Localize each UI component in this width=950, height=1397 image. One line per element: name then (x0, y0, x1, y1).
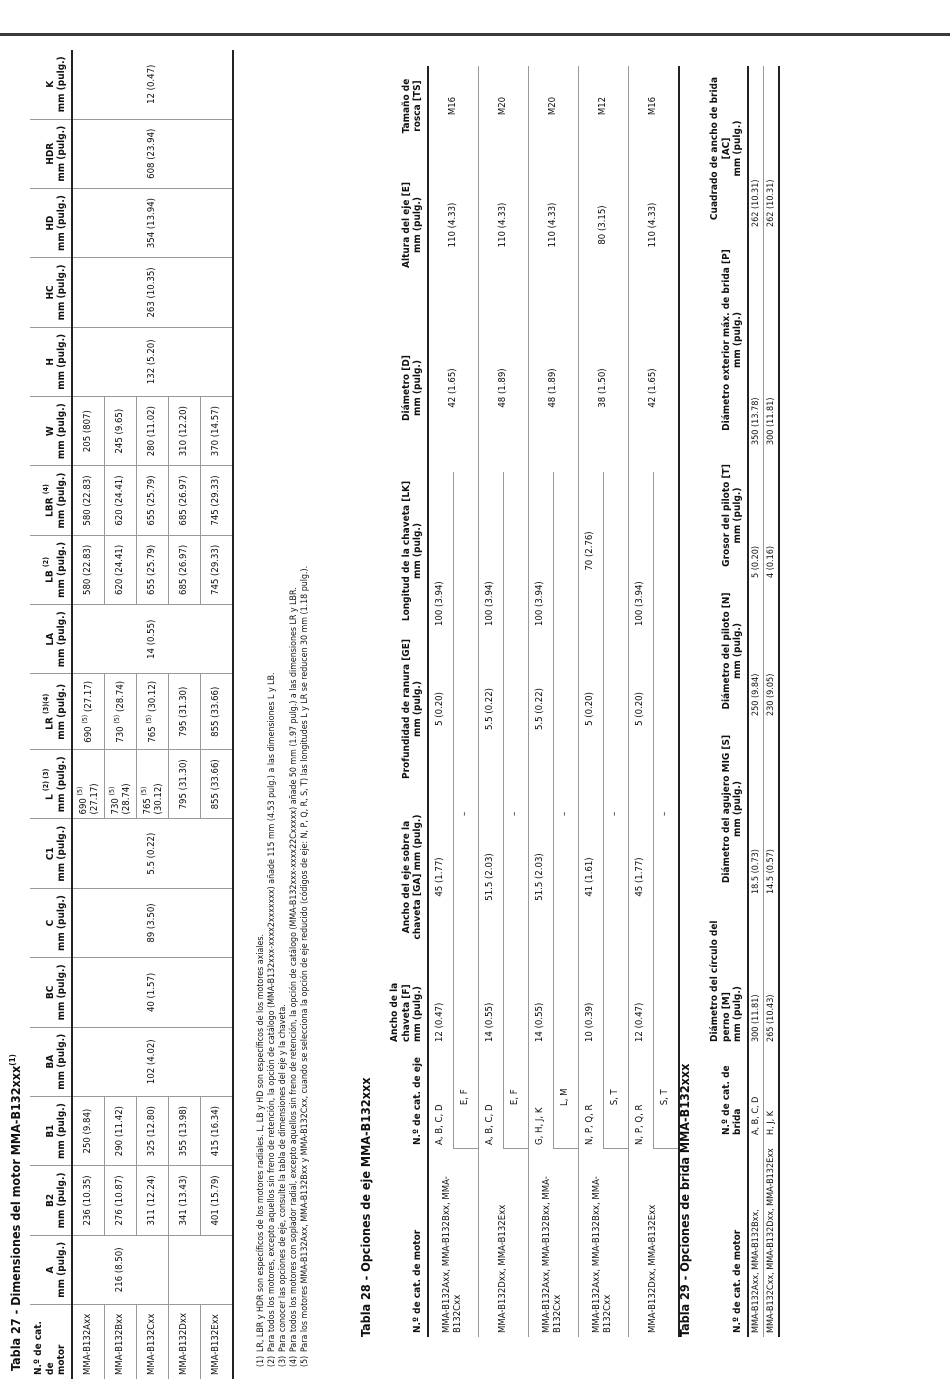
t27-cell-cat: MMA-B132Bxx (104, 1305, 136, 1380)
t27-cell-cat: MMA-B132Axx (72, 1305, 105, 1380)
t28-cell-lk: 100 (3.94) (528, 472, 553, 630)
t28-cell-ts: M20 (528, 66, 578, 146)
t28-cell-d: 38 (1.50) (578, 304, 628, 472)
t29-cell-t: 5 (0.20) (748, 449, 764, 582)
t27-cell-lb: 655 (25.79) (136, 535, 168, 604)
t28-cell-motor: MMA-B132Axx, MMA-B132Bxx, MMA-B132Cxx (578, 1149, 628, 1337)
t28-cell-ga: 45 (1.77) (628, 788, 653, 966)
t28-cell-f: 12 (0.47) (628, 966, 653, 1046)
t27-col-bc: BC mm (pulg.) (30, 958, 72, 1027)
table-28-header-row (386, 66, 428, 1337)
footnote: (4)Para todos los motores con soplador radial, excepto aquellos sin freno de retención, la opción de catálogo (MMA-B132xxx-xxxx22Cxxxxx) añade 50 mm (1.97 pulg.) a las dimensiones LR y LBR. (288, 587, 299, 1367)
t29-cell-p: 300 (11.81) (763, 231, 779, 449)
t28-col-shaft: N.º de cat. de eje (386, 1046, 428, 1149)
t27-col-h: H mm (pulg.) (30, 327, 72, 396)
table-27-footnotes (256, 566, 311, 1367)
t27-cell-b1: 290 (11.42) (104, 1096, 136, 1165)
t28-cell-dash: – (503, 472, 528, 1046)
t27-col-b2: B2 mm (pulg.) (30, 1166, 72, 1235)
table-29-header-row (706, 66, 748, 1337)
t28-cell-d: 42 (1.65) (628, 304, 679, 472)
table-row (72, 50, 105, 1379)
t27-cell-w: 370 (14.57) (200, 396, 233, 465)
t27-col-c: C mm (pulg.) (30, 888, 72, 957)
t28-cell-shaft: N, P, Q, R (628, 1046, 653, 1149)
t27-cell-b2: 311 (12.24) (136, 1166, 168, 1235)
table-27-caption-footnote-ref: (1) (8, 1054, 17, 1066)
t27-cell-k: 12 (0.47) (72, 50, 233, 119)
t27-cell-lbr: 745 (29.33) (200, 466, 233, 535)
t28-cell-e: 110 (4.33) (428, 146, 479, 304)
t29-cell-m: 300 (11.81) (748, 898, 764, 1046)
t29-cell-s: 14.5 (0.57) (763, 720, 779, 898)
table-row (478, 66, 503, 1337)
t27-cell-a: 216 (8.50) (72, 1235, 169, 1304)
t28-cell-dash: – (553, 472, 578, 1046)
t27-cell-lr: 765 $^{(5)}$ (30.12) (136, 674, 168, 750)
t29-col-m: Diámetro del círculo del perno [M] mm (pulg.) (706, 898, 748, 1046)
t27-cell-c1: 5.5 (0.22) (72, 819, 233, 888)
t28-cell-ge: 5.5 (0.22) (528, 630, 553, 788)
t27-cell-lr: 690 $^{(5)}$ (27.17) (72, 674, 105, 750)
t27-cell-l: 730 $^{(5)}$ (28.74) (104, 750, 136, 819)
t27-cell-cat: MMA-B132Exx (200, 1305, 233, 1380)
footnote: (1)LR, LBR y HDR son específicos de los motores radiales. L, LB y HD son específicos de los motores axiales. (256, 933, 266, 1367)
t28-cell-shaft: E, F (503, 1046, 528, 1149)
t27-cell-lb: 620 (24.41) (104, 535, 136, 604)
t27-col-l: L $^{(2) (3)}$ mm (pulg.) (30, 750, 72, 819)
footnote: (5)Para los motores MMA-B132Axx, MMA-B132Bxx y MMA-B132Cxx, cuando se selecciona la opción de eje reducido (códigos de eje: N, P, Q, R, S, T) las longitudes L y LR se reducen 30 mm (1.18 pulg.). (299, 565, 310, 1367)
t27-cell-b2: 276 (10.87) (104, 1166, 136, 1235)
t27-col-la: LA mm (pulg.) (30, 605, 72, 674)
t28-col-lk: Longitud de la chaveta [LK] mm (pulg.) (386, 472, 428, 630)
t27-col-a: A mm (pulg.) (30, 1235, 72, 1304)
t28-cell-lk: 100 (3.94) (628, 472, 653, 630)
t27-cell-bc: 40 (1.57) (72, 958, 233, 1027)
table-27-caption (8, 1054, 23, 1371)
t28-cell-e: 110 (4.33) (478, 146, 528, 304)
t29-cell-ac: 262 (10.31) (763, 66, 779, 231)
t28-cell-shaft: E, F (453, 1046, 478, 1149)
t28-cell-shaft: S, T (653, 1046, 679, 1149)
t28-cell-f: 14 (0.55) (528, 966, 553, 1046)
t28-cell-e: 80 (3.15) (578, 146, 628, 304)
t29-cell-flange: A, B, C, D (748, 1046, 764, 1139)
t28-col-ts: Tamaño de rosca [TS] (386, 66, 428, 146)
t28-cell-motor: MMA-B132Axx, MMA-B132Bxx, MMA-B132Cxx (428, 1149, 479, 1337)
t28-cell-shaft: N, P, Q, R (578, 1046, 603, 1149)
t29-cell-p: 350 (13.78) (748, 231, 764, 449)
t27-cell-la: 14 (0.55) (72, 605, 233, 674)
t28-cell-ge: 5 (0.20) (628, 630, 653, 788)
t27-col-lr: LR $^{(3)(4)}$ mm (pulg.) (30, 674, 72, 750)
t27-cell-w: 205 (807) (72, 396, 105, 465)
t27-col-cat: N.º de cat. de motor (30, 1305, 72, 1380)
t27-cell-w: 310 (12.20) (168, 396, 200, 465)
t27-cell-b1: 250 (9.84) (72, 1096, 105, 1165)
t27-cell-ba: 102 (4.02) (72, 1027, 233, 1096)
table-row (763, 66, 779, 1337)
t29-cell-s: 18.5 (0.73) (748, 720, 764, 898)
t28-col-d: Diámetro [D] mm (pulg.) (386, 304, 428, 472)
t27-cell-hd: 354 (13.94) (72, 188, 233, 257)
t27-cell-lbr: 685 (26.97) (168, 466, 200, 535)
t27-col-hdr: HDR mm (pulg.) (30, 119, 72, 188)
t27-cell-lbr: 580 (22.83) (72, 466, 105, 535)
t27-cell-w: 280 (11.02) (136, 396, 168, 465)
t27-cell-b2: 401 (15.79) (200, 1166, 233, 1235)
t27-cell-w: 245 (9.65) (104, 396, 136, 465)
t27-cell-l: 690 $^{(5)}$ (27.17) (72, 750, 105, 819)
table-row (428, 66, 454, 1337)
t28-cell-shaft: G, H, J, K (528, 1046, 553, 1149)
t27-cell-lbr: 655 (25.79) (136, 466, 168, 535)
t27-cell-l: 765 $^{(5)}$ (30.12) (136, 750, 168, 819)
t28-cell-lk: 100 (3.94) (478, 472, 503, 630)
t29-cell-n: 230 (9.05) (763, 582, 779, 720)
t28-cell-ts: M16 (628, 66, 679, 146)
t28-cell-d: 42 (1.65) (428, 304, 479, 472)
table-27-title: Tabla 27 - Dimensiones del motor MMA-B132xxx (8, 1065, 24, 1371)
t27-cell-lr: 855 (33.66) (200, 674, 233, 750)
t28-cell-ts: M12 (578, 66, 628, 146)
t27-cell-b1: 355 (13.98) (168, 1096, 200, 1165)
t29-col-motor: N.º de cat. de motor (706, 1139, 748, 1337)
t29-cell-n: 250 (9.84) (748, 582, 764, 720)
t27-cell-b2: 236 (10.35) (72, 1166, 105, 1235)
t27-cell-c: 89 (3.50) (72, 888, 233, 957)
t27-cell-cat: MMA-B132Dxx (168, 1305, 200, 1380)
t28-cell-d: 48 (1.89) (478, 304, 528, 472)
t28-cell-ge: 5 (0.20) (578, 630, 603, 788)
t29-cell-ac: 262 (10.31) (748, 66, 764, 231)
t29-col-p: Diámetro exterior máx. de brida [P] mm (pulg.) (706, 231, 748, 449)
t27-cell-lb: 685 (26.97) (168, 535, 200, 604)
table-row (748, 66, 764, 1337)
table-row (578, 66, 603, 1337)
t27-cell-hc: 263 (10.35) (72, 258, 233, 327)
t28-cell-shaft: A, B, C, D (478, 1046, 503, 1149)
t28-col-f: Ancho de la chaveta [F] mm (pulg.) (386, 966, 428, 1046)
t27-col-c1: C1 mm (pulg.) (30, 819, 72, 888)
t29-cell-t: 4 (0.16) (763, 449, 779, 582)
t28-cell-shaft: L, M (553, 1046, 578, 1149)
t28-cell-motor: MMA-B132Axx, MMA-B132Bxx, MMA-B132Cxx (528, 1149, 578, 1337)
t28-cell-e: 110 (4.33) (528, 146, 578, 304)
t27-cell-lbr: 620 (24.41) (104, 466, 136, 535)
t27-cell-a-empty (168, 1235, 233, 1304)
table-27-wrap (30, 50, 234, 1379)
t28-cell-lk: 100 (3.94) (428, 472, 454, 630)
t28-cell-ga: 51.5 (2.03) (528, 788, 553, 966)
t28-cell-shaft: S, T (603, 1046, 628, 1149)
footnote: (2)Para todos los motores, excepto aquellos sin freno de retención, la opción de catálogo (MMA-B132xxx-xxxx2xxxxxxx) añade 115 mm (4.53 pulg.) a las dimensiones L y LB. (266, 672, 277, 1367)
t28-cell-shaft: A, B, C, D (428, 1046, 454, 1149)
t28-cell-motor: MMA-B132Dxx, MMA-B132Exx (628, 1149, 679, 1337)
t27-cell-lr: 730 $^{(5)}$ (28.74) (104, 674, 136, 750)
table-29 (706, 66, 780, 1337)
t27-cell-hdr: 608 (23.94) (72, 119, 233, 188)
t27-cell-l: 855 (33.66) (200, 750, 233, 819)
t28-cell-f: 14 (0.55) (478, 966, 503, 1046)
t28-cell-dash: – (603, 472, 628, 1046)
t27-col-hd: HD mm (pulg.) (30, 188, 72, 257)
t27-cell-cat: MMA-B132Cxx (136, 1305, 168, 1380)
t27-col-lb: LB $^{(2)}$ mm (pulg.) (30, 535, 72, 604)
t28-cell-ge: 5.5 (0.22) (478, 630, 503, 788)
t28-col-ga: Ancho del eje sobre la chaveta [GA] mm (pulg.) (386, 788, 428, 966)
t28-cell-ge: 5 (0.20) (428, 630, 454, 788)
table-29-wrap (706, 66, 780, 1337)
t27-cell-l: 795 (31.30) (168, 750, 200, 819)
t28-cell-e: 110 (4.33) (628, 146, 679, 304)
t27-col-ba: BA mm (pulg.) (30, 1027, 72, 1096)
table-28-caption: Tabla 28 - Opciones de eje MMA-B132xxx (358, 1077, 373, 1337)
t27-col-hc: HC mm (pulg.) (30, 258, 72, 327)
t28-cell-f: 10 (0.39) (578, 966, 603, 1046)
t28-col-motor: N.º de cat. de motor (386, 1149, 428, 1337)
t29-col-t: Grosor del piloto [T] mm (pulg.) (706, 449, 748, 582)
t27-cell-b1: 415 (16.34) (200, 1096, 233, 1165)
table-29-caption: Tabla 29 - Opciones de brida MMA-B132xxx (677, 1063, 692, 1337)
t27-col-lbr: LBR $^{(4)}$ mm (pulg.) (30, 466, 72, 535)
t28-cell-ts: M20 (478, 66, 528, 146)
t29-cell-motor: MMA-B132Cxx, MMA-B132Dxx, MMA-B132Exx (763, 1139, 779, 1337)
t29-cell-flange: H, J, K (763, 1046, 779, 1139)
t27-cell-lr: 795 (31.30) (168, 674, 200, 750)
t29-col-s: Diámetro del agujero MIG [S] mm (pulg.) (706, 720, 748, 898)
t29-col-n: Diámetro del piloto [N] mm (pulg.) (706, 582, 748, 720)
t27-cell-b2: 341 (13.43) (168, 1166, 200, 1235)
footnote: (3)Para conocer las opciones de eje, consulte la tabla de dimensiones del eje y la chaveta. (277, 1004, 288, 1367)
table-row (628, 66, 653, 1337)
t29-cell-motor: MMA-B132Axx, MMA-B132Bxx, (748, 1139, 764, 1337)
t27-cell-lb: 580 (22.83) (72, 535, 105, 604)
t27-col-w: W mm (pulg.) (30, 396, 72, 465)
t27-cell-b1: 325 (12.80) (136, 1096, 168, 1165)
t28-cell-dash: – (653, 472, 679, 1046)
t28-col-ge: Profundidad de ranura [GE] mm (pulg.) (386, 630, 428, 788)
table-row (528, 66, 553, 1337)
table-27 (30, 50, 234, 1379)
t28-cell-ts: M16 (428, 66, 479, 146)
t28-cell-motor: MMA-B132Dxx, MMA-B132Exx (478, 1149, 528, 1337)
t27-cell-lb: 745 (29.33) (200, 535, 233, 604)
t29-col-flange: N.º de cat. de brida (706, 1046, 748, 1139)
t28-cell-ga: 51.5 (2.03) (478, 788, 503, 966)
t29-cell-m: 265 (10.43) (763, 898, 779, 1046)
t28-col-e: Altura del eje [E] mm (pulg.) (386, 146, 428, 304)
t28-cell-ga: 45 (1.77) (428, 788, 454, 966)
t27-col-b1: B1 mm (pulg.) (30, 1096, 72, 1165)
t28-cell-ga: 41 (1.61) (578, 788, 603, 966)
table-28-wrap (386, 66, 680, 1337)
t29-col-ac: Cuadrado de ancho de brida [AC] mm (pulg.) (706, 66, 748, 231)
table-28 (386, 66, 680, 1337)
table-27-header-row (30, 50, 72, 1379)
t27-col-k: K mm (pulg.) (30, 50, 72, 119)
t28-cell-dash: – (453, 472, 478, 1046)
t28-cell-f: 12 (0.47) (428, 966, 454, 1046)
t28-cell-d: 48 (1.89) (528, 304, 578, 472)
t28-cell-lk: 70 (2.76) (578, 472, 603, 630)
t27-cell-h: 132 (5.20) (72, 327, 233, 396)
